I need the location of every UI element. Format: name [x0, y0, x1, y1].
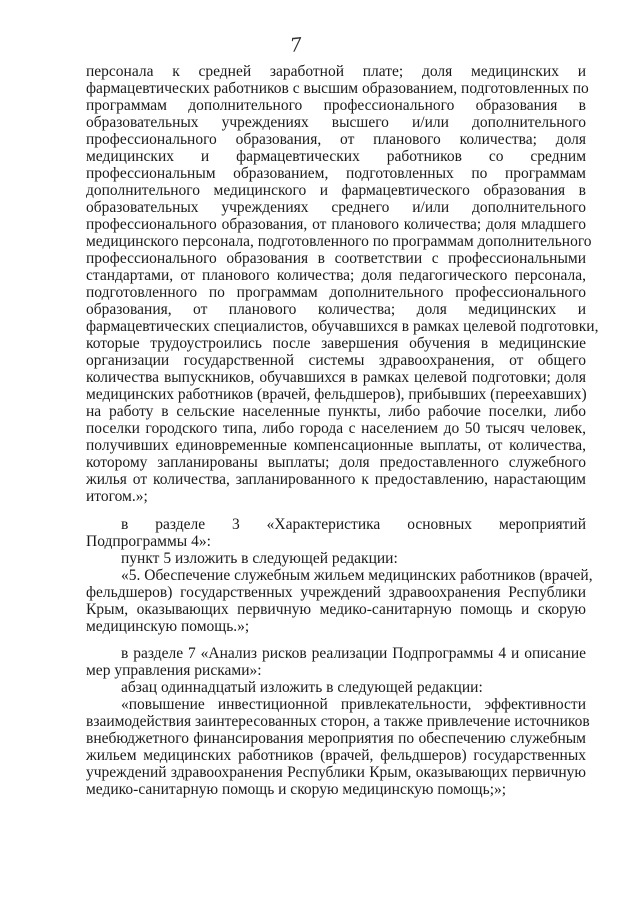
text-line: внебюджетного финансирования мероприятия по обеспечению служебным: [86, 730, 586, 747]
text-line: «повышение инвестиционной привлекательности, эффективности: [121, 696, 586, 713]
text-line: фельдшеров) государственных учреждений здравоохранения Республики: [86, 584, 586, 601]
text-line: итогом.»;: [86, 488, 148, 505]
page-number: 7: [288, 33, 304, 57]
text-line: медицинскую помощь.»;: [86, 618, 250, 635]
text-line: профессиональным образованием, подготовленных по программам: [86, 165, 586, 182]
text-line: «5. Обеспечение служебным жильем медицинских работников (врачей,: [121, 567, 593, 584]
text-line: организации государственной системы здравоохранения, от общего: [86, 352, 586, 369]
text-line: в разделе 3 «Характеристика основных мероприятий: [121, 516, 586, 533]
text-line: на работу в сельские населенные пункты, либо рабочие поселки, либо: [86, 403, 586, 420]
text-line: которому запланированы выплаты; доля предоставленного служебного: [86, 454, 586, 471]
text-line: персонала к средней заработной плате; доля медицинских и: [86, 63, 586, 80]
text-line: фармацевтических работников с высшим образованием, подготовленных по: [86, 80, 589, 97]
text-line: Подпрограммы 4»:: [86, 533, 211, 550]
text-line: образовательных учреждениях среднего и/или дополнительного: [86, 199, 586, 216]
text-line: пункт 5 изложить в следующей редакции:: [121, 550, 398, 567]
text-line: дополнительного медицинского и фармацевтического образования в: [86, 182, 586, 199]
text-line: фармацевтических специалистов, обучавшихся в рамках целевой подготовки,: [86, 318, 599, 335]
text-line: профессионального образования, от планового количества; доля младшего: [86, 216, 586, 233]
text-line: образования, от планового количества; доля медицинских и: [86, 301, 586, 318]
text-line: подготовленного по программам дополнительного профессионального: [86, 284, 586, 301]
text-line: жильем медицинских работников (врачей, фельдшеров) государственных: [86, 747, 586, 764]
text-line: медицинского персонала, подготовленного по программам дополнительного: [86, 233, 592, 250]
text-line: получивших единовременные компенсационные выплаты, от количества,: [86, 437, 586, 454]
text-line: Крым, оказывающих первичную медико-санитарную помощь и скорую: [86, 601, 586, 618]
text-line: жилья от количества, запланированного к предоставлению, нарастающим: [86, 471, 586, 488]
text-line: медицинских и фармацевтических работников со средним: [86, 148, 586, 165]
text-line: которые трудоустроились после завершения обучения в медицинские: [86, 335, 586, 352]
text-line: медико-санитарную помощь и скорую медицинскую помощь;»;: [86, 781, 507, 798]
text-line: стандартами, от планового количества; доля педагогического персонала,: [86, 267, 586, 284]
text-line: образовательных учреждениях высшего и/или дополнительного: [86, 114, 586, 131]
text-line: абзац одиннадцатый изложить в следующей редакции:: [121, 679, 483, 696]
text-line: поселки городского типа, либо города с населением до 50 тысяч человек,: [86, 420, 586, 437]
text-line: программам дополнительного профессионального образования в: [86, 97, 586, 114]
text-line: количества выпускников, обучавшихся в рамках целевой подготовки; доля: [86, 369, 586, 386]
text-line: профессионального образования, от планового количества; доля: [86, 131, 586, 148]
text-line: в разделе 7 «Анализ рисков реализации Подпрограммы 4 и описание: [121, 645, 586, 662]
text-line: учреждений здравоохранения Республики Крым, оказывающих первичную: [86, 764, 586, 781]
text-line: взаимодействия заинтересованных сторон, а также привлечение источников: [86, 713, 590, 730]
text-line: мер управления рисками»:: [86, 662, 262, 679]
text-line: медицинских работников (врачей, фельдшеров), прибывших (переехавших): [86, 386, 587, 403]
text-line: профессионального образования в соответствии с профессиональными: [86, 250, 586, 267]
